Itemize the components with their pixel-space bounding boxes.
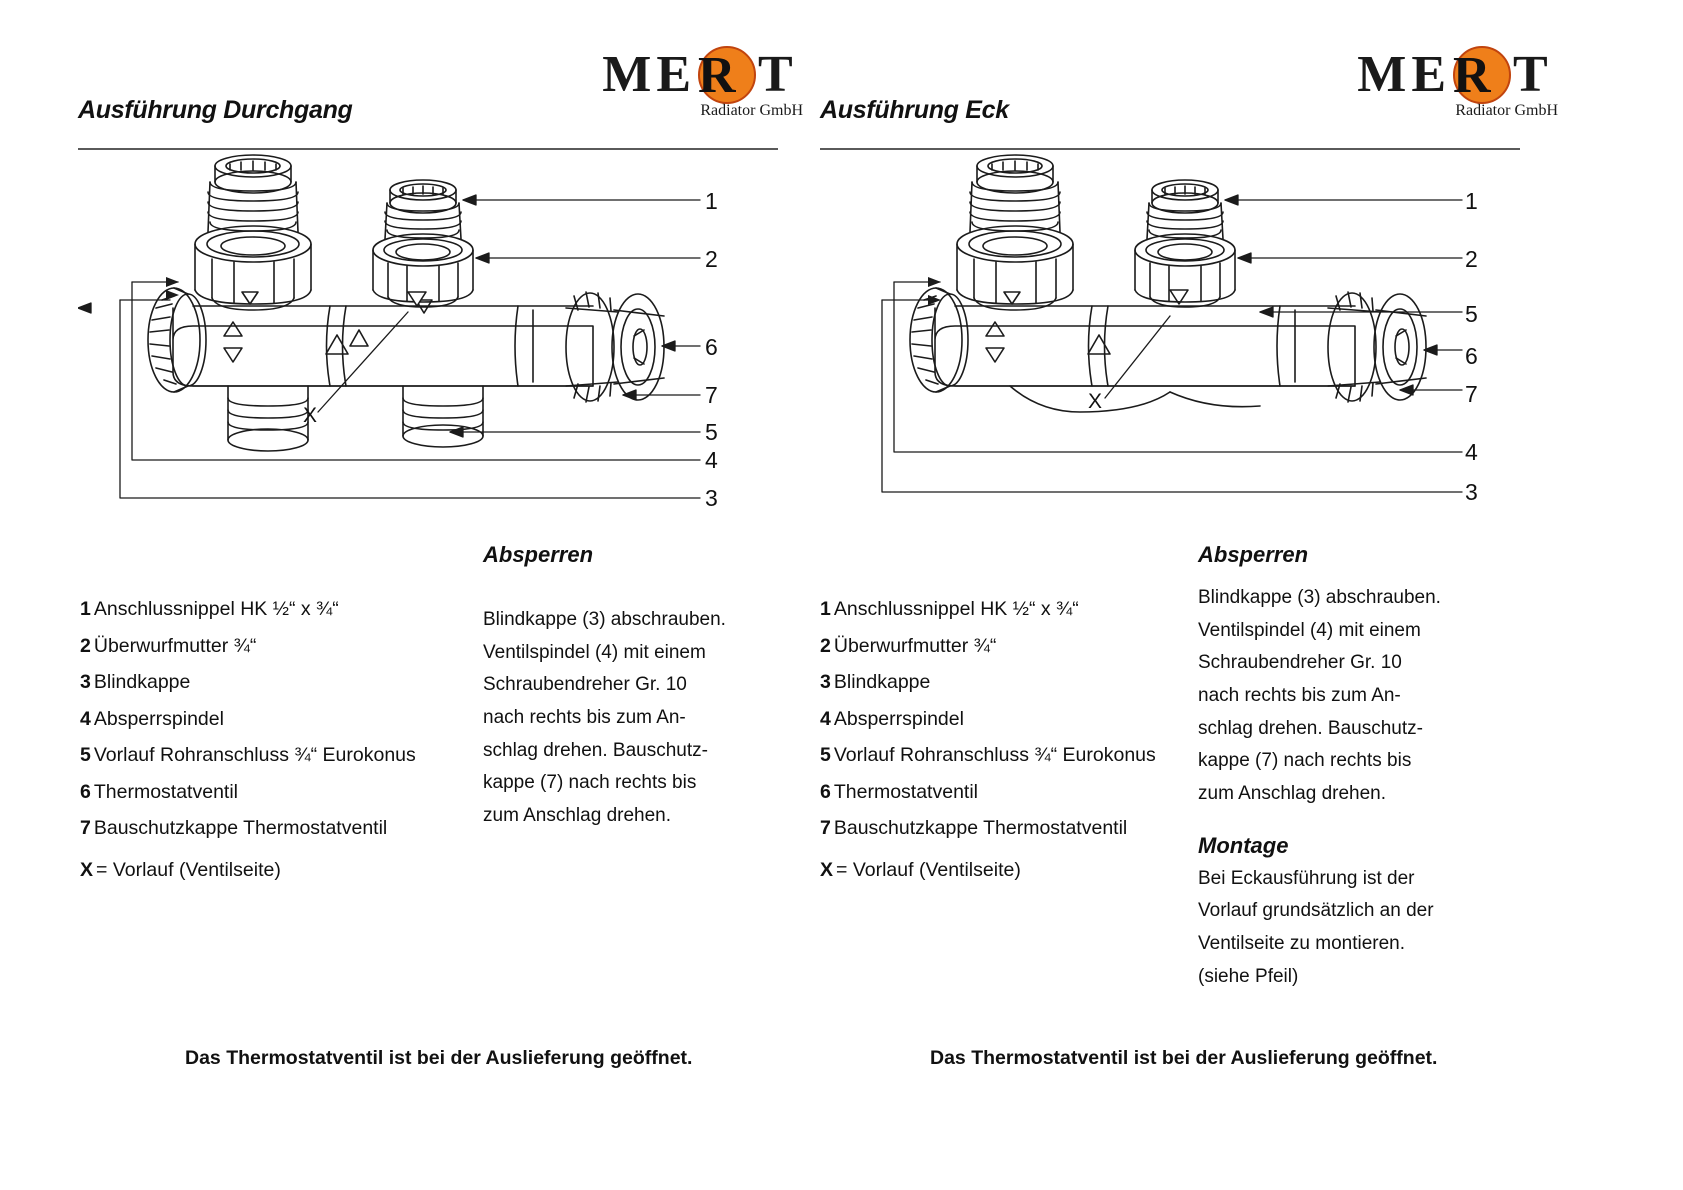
page-title-durchgang: Ausführung Durchgang	[78, 96, 353, 124]
instruction-line: Ventilspindel (4) mit einem	[1198, 619, 1421, 641]
instruction-line: Blindkappe (3) abschrauben.	[483, 609, 726, 630]
logo-letter-e: E	[1411, 46, 1452, 103]
legend-item	[80, 819, 480, 839]
callout-number-3-right: 3	[1465, 479, 1478, 505]
callout-number-7-right: 7	[1465, 381, 1478, 407]
legend-item	[80, 634, 480, 657]
callout-number-5-right: 5	[1465, 301, 1478, 327]
callout-number-3-left: 3	[705, 485, 718, 511]
callout-number-7-left: 7	[705, 382, 718, 408]
legend-x-key: X	[820, 858, 834, 881]
legend-item	[80, 746, 480, 766]
instruction-line: Schraubendreher Gr. 10	[483, 674, 687, 696]
legend-item-number: 4	[80, 707, 91, 730]
instruction-line: zum Anschlag drehen.	[483, 805, 672, 827]
callout-number-5-left: 5	[705, 419, 718, 445]
legend-item	[820, 819, 1220, 839]
riser-left	[195, 155, 311, 310]
instructions-spacer	[1198, 811, 1488, 833]
instructions-body-montage	[1198, 863, 1488, 994]
callout-number-2-right: 2	[1465, 246, 1478, 272]
handwheel-left	[910, 288, 968, 392]
legend-item	[80, 600, 480, 620]
instructions-body-absperren	[1198, 582, 1488, 811]
instruction-line: kappe (7) nach rechts bis	[1198, 750, 1412, 772]
logo-letter-t: T	[1513, 46, 1553, 103]
logo-subtitle: Radiator GmbH	[700, 102, 803, 119]
diagram-x-marker: X	[303, 404, 318, 427]
instructions-eck	[1198, 542, 1488, 993]
instructions-heading-absperren: Absperren	[483, 542, 594, 567]
legend-x-key: X	[80, 858, 94, 881]
callout-number-1-right: 1	[1465, 188, 1478, 214]
legend-item-number: 1	[820, 598, 831, 620]
mert-logo-left	[595, 44, 805, 132]
valve-drawing-eck	[840, 140, 1540, 530]
legend-item-label: Thermostatventil	[93, 780, 238, 803]
instruction-line: (siehe Pfeil)	[1198, 965, 1299, 987]
instruction-line: zum Anschlag drehen.	[1198, 783, 1387, 805]
legend-item	[80, 707, 480, 730]
legend-item-label: Blindkappe	[93, 671, 191, 693]
legend-item	[820, 600, 1220, 620]
callout-number-6-right: 6	[1465, 343, 1478, 369]
legend-item-number: 2	[80, 634, 91, 657]
logo-circle-badge	[698, 46, 756, 104]
legend-item-number: 3	[80, 671, 91, 693]
instruction-line: nach rechts bis zum An-	[483, 707, 686, 729]
instruction-line: Ventilseite zu montieren.	[1198, 933, 1406, 955]
instruction-line: Blindkappe (3) abschrauben.	[1198, 587, 1441, 608]
callout-number-4-right: 4	[1465, 439, 1478, 465]
legend-item-label: Thermostatventil	[833, 780, 978, 803]
instruction-line: Bei Eckausführung ist der	[1198, 867, 1415, 889]
legend-item-label: Überwurfmutter ¾“	[833, 634, 997, 657]
legend-item-label: Vorlauf Rohranschluss ¾“ Eurokonus	[833, 744, 1156, 766]
legend-item	[820, 746, 1220, 766]
instruction-line: kappe (7) nach rechts bis	[483, 772, 697, 794]
logo-circle-badge	[1453, 46, 1511, 104]
legend-item-number: 3	[820, 671, 831, 693]
logo-letter-m: M	[1357, 46, 1412, 103]
riser-left	[957, 155, 1073, 310]
instructions-heading-montage: Montage	[1198, 832, 1289, 858]
valve-drawing-durchgang	[78, 140, 778, 530]
legend-item	[820, 634, 1220, 657]
legend-x-note	[80, 858, 480, 881]
logo-letter-m: M	[602, 46, 657, 103]
legend-item-label: Anschlussnippel HK ½“ x ¾“	[93, 598, 339, 620]
instructions-body-absperren	[483, 604, 753, 833]
footer-note-eck: Das Thermostatventil ist bei der Auslieferung geöffnet.	[930, 1047, 1438, 1069]
callout-number-6-left: 6	[705, 334, 718, 360]
logo-letter-r: R	[1453, 47, 1491, 104]
instruction-line: Schraubendreher Gr. 10	[1198, 652, 1402, 674]
logo-subtitle: Radiator GmbH	[1455, 102, 1558, 119]
mert-logo-wordmark	[1350, 44, 1560, 106]
legend-item-label: Absperrspindel	[833, 707, 964, 730]
panel-header-left	[0, 40, 820, 130]
legend-item-label: Bauschutzkappe Thermostatventil	[93, 817, 388, 839]
legend-list-eck	[820, 600, 1220, 880]
panel-eck	[820, 0, 1683, 1190]
instruction-line: nach rechts bis zum An-	[1198, 685, 1401, 707]
legend-item-number: 6	[80, 780, 91, 803]
panel-durchgang	[0, 0, 820, 1190]
legend-item-number: 6	[820, 780, 831, 803]
riser-middle	[373, 180, 473, 307]
page-title-eck: Ausführung Eck	[820, 96, 1009, 124]
instruction-line: schlag drehen. Bauschutz-	[483, 739, 708, 761]
bottom-stub-left	[228, 386, 308, 451]
diagram-x-marker: X	[1088, 390, 1103, 413]
legend-item-label: Absperrspindel	[93, 707, 224, 730]
legend-item-label: Blindkappe	[833, 671, 931, 693]
legend-x-note	[820, 858, 1220, 881]
legend-item-number: 7	[80, 817, 91, 839]
mert-logo-right	[1350, 44, 1560, 132]
valve-body	[935, 290, 1355, 412]
instruction-line: Vorlauf grundsätzlich an der	[1198, 900, 1434, 922]
legend-item-number: 1	[80, 598, 91, 620]
legend-item	[80, 780, 480, 803]
logo-letter-r: R	[698, 47, 736, 104]
mert-logo-wordmark	[595, 44, 805, 106]
legend-item	[80, 673, 480, 693]
callout-number-2-left: 2	[705, 246, 718, 272]
callout-number-1-left: 1	[705, 188, 718, 214]
legend-item	[820, 707, 1220, 730]
instructions-durchgang	[483, 542, 753, 833]
legend-item-number: 4	[820, 707, 831, 730]
legend-item-label: Vorlauf Rohranschluss ¾“ Eurokonus	[93, 744, 416, 766]
legend-item	[820, 780, 1220, 803]
callout-number-4-left: 4	[705, 447, 718, 473]
instruction-line: schlag drehen. Bauschutz-	[1198, 717, 1423, 739]
legend-item-number: 5	[820, 744, 831, 766]
legend-x-value: = Vorlauf (Ventilseite)	[96, 858, 281, 881]
handwheel-left	[148, 288, 206, 392]
footer-note-durchgang: Das Thermostatventil ist bei der Auslieferung geöffnet.	[185, 1047, 693, 1069]
riser-middle	[1135, 180, 1235, 307]
instruction-line: Ventilspindel (4) mit einem	[483, 641, 706, 663]
legend-item-number: 2	[820, 634, 831, 657]
legend-item-number: 7	[820, 817, 831, 839]
logo-letter-e: E	[656, 46, 697, 103]
legend-item-label: Bauschutzkappe Thermostatventil	[833, 817, 1128, 839]
bottom-stub-middle	[403, 386, 483, 447]
legend-item-label: Überwurfmutter ¾“	[93, 634, 257, 657]
legend-item	[820, 673, 1220, 693]
logo-letter-t: T	[758, 46, 798, 103]
instructions-heading-absperren: Absperren	[1198, 542, 1309, 567]
legend-x-value: = Vorlauf (Ventilseite)	[836, 858, 1021, 881]
legend-item-label: Anschlussnippel HK ½“ x ¾“	[833, 598, 1079, 620]
panel-header-right	[820, 40, 1683, 130]
legend-item-number: 5	[80, 744, 91, 766]
legend-list-durchgang	[80, 600, 480, 880]
